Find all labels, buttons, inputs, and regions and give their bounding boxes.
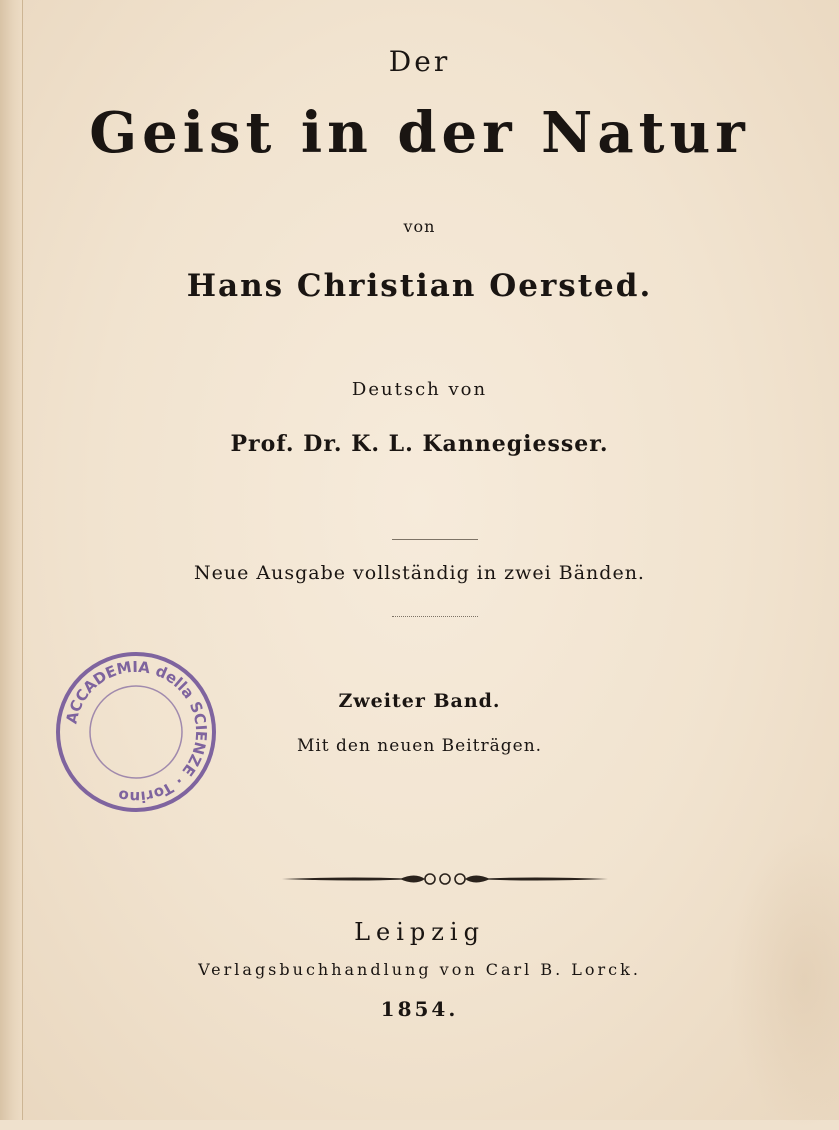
title-article: Der [388, 45, 451, 78]
library-stamp [52, 648, 220, 816]
author-name: Hans Christian Oersted. [186, 268, 653, 304]
svg-text:ACCADEMIA della SCIENZE · Tori: ACCADEMIA della SCIENZE · Torino [62, 657, 211, 807]
by-label: von [403, 217, 436, 236]
publisher-name: Verlagsbuchhandlung von Carl B. Lorck. [198, 960, 641, 979]
paper-stain [729, 830, 839, 1130]
translated-by-label: Deutsch von [351, 379, 488, 400]
contributions-note: Mit den neuen Beiträgen. [296, 736, 543, 756]
page-gutter [0, 0, 23, 1120]
translator-name: Prof. Dr. K. L. Kannegiesser. [230, 431, 609, 457]
publication-year: 1854. [380, 997, 459, 1021]
ornament-rule [280, 868, 610, 890]
book-title: Geist in der Natur [89, 100, 750, 166]
divider-rule-bottom [392, 616, 478, 617]
volume-label: Zweiter Band. [338, 690, 501, 712]
divider-rule-top [392, 539, 478, 540]
edition-note: Neue Ausgabe vollständig in zwei Bänden. [194, 562, 645, 584]
publication-city: Leipzig [354, 918, 485, 946]
